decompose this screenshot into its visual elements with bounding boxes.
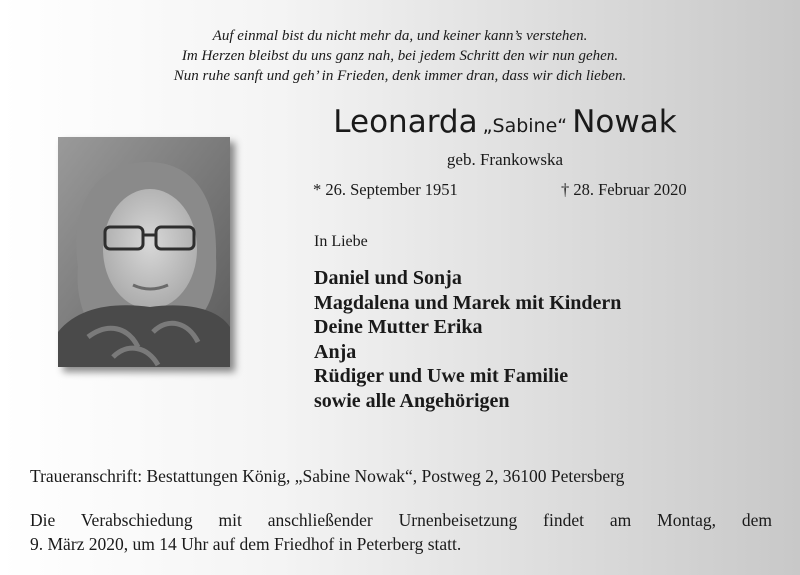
mourners-list (314, 266, 621, 413)
portrait-photo (58, 137, 230, 367)
mourners-intro: In Liebe (314, 233, 368, 250)
birth-date: * 26. September 1951 (313, 180, 458, 199)
mourner-name: Daniel und Sonja (314, 267, 462, 289)
portrait-photo-icon (58, 137, 230, 367)
poem-line: Nun ruhe sanft und geh’ in Frieden, denk immer dran, dass wir dich lieben. (173, 68, 627, 84)
deceased-name (270, 104, 740, 140)
mourner-name: sowie alle Angehörigen (314, 389, 510, 412)
poem (0, 26, 800, 86)
mourning-address: Traueranschrift: Bestattungen König, „Sabine Nowak“, Postweg 2, 36100 Petersberg (30, 466, 625, 486)
mourner-name: Magdalena und Marek mit Kindern (314, 291, 622, 314)
birth-name: geb. Frankowska (446, 150, 564, 169)
mourner-name: Rüdiger und Uwe mit Familie (314, 365, 569, 387)
poem-line: Im Herzen bleibst du uns ganz nah, bei jedem Schritt den wir nun gehen. (181, 48, 619, 64)
nickname: „Sabine“ (482, 115, 568, 137)
first-name: Leonarda (333, 104, 478, 140)
mourner-name: Anja (314, 340, 357, 363)
poem-line: Auf einmal bist du nicht mehr da, und keiner kann’s verstehen. (212, 28, 588, 44)
farewell-line: Die Verabschiedung mit anschließender Urnenbeisetzung findet am Montag, dem (30, 510, 772, 530)
farewell-notice (30, 508, 772, 556)
farewell-line: 9. März 2020, um 14 Uhr auf dem Friedhof in Peterberg statt. (30, 534, 462, 554)
death-date: † 28. Februar 2020 (561, 180, 687, 199)
last-name: Nowak (572, 104, 677, 140)
mourner-name: Deine Mutter Erika (314, 316, 483, 338)
